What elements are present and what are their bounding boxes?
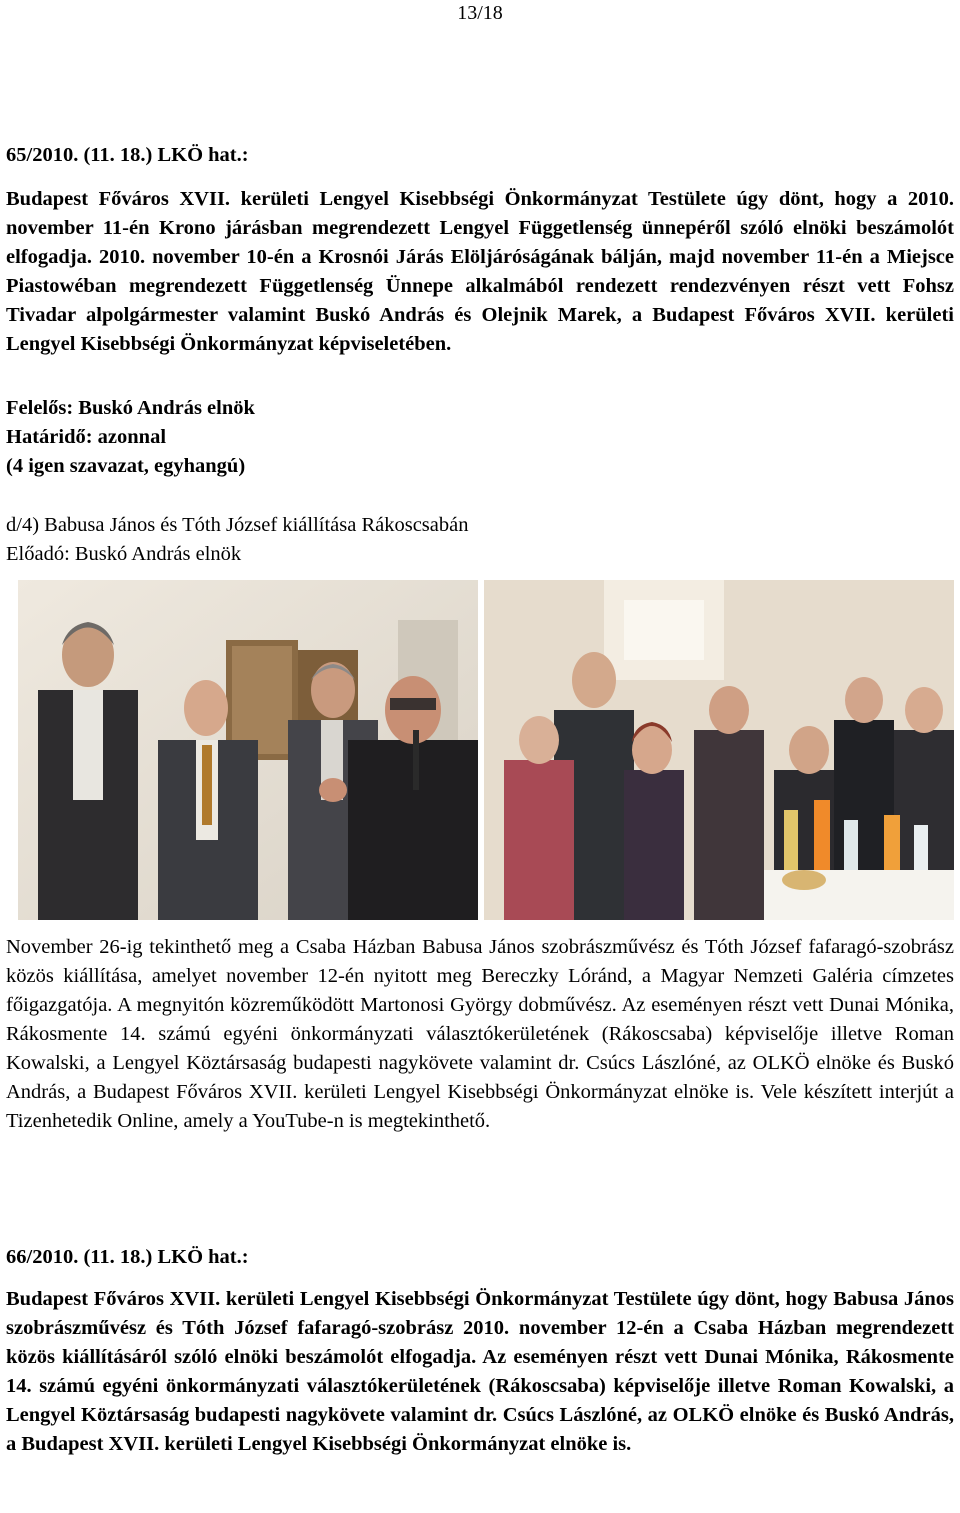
resolution-66-heading: 66/2010. (11. 18.) LKÖ hat.: <box>6 1246 249 1268</box>
agenda-item-presenter: Előadó: Buskó András elnök <box>6 543 242 565</box>
resolution-65-responsible: Felelős: Buskó András elnök <box>6 397 255 419</box>
exhibition-report-text: November 26-ig tekinthető meg a Csaba Házban Babusa János szobrászművész és Tóth József fafaragó-szobrász közös kiállítása, amelyet november 12-én nyitott meg Bereczky Lóránd, a Magyar Nemzeti Galéria címzetes főigazgatója. A megnyitón közreműködött Martonosi György dobművész. Az eseményen részt vett Dunai Mónika, Rákosmente 14. számú egyéni önkormányzati választókerületének (Rákoscsaba) képviselője illetve Roman Kowalski, a Lengyel Köztársaság budapesti nagykövete valamint dr. Csúcs Lászlóné, az OLKÖ elnöke és Buskó András, a Budapest Főváros XVII. kerületi Lengyel Kisebbségi Önkormányzat elnöke is. Vele készített interjút a Tizenhetedik Online, amely a YouTube-n is megtekinthető. <box>6 936 954 1132</box>
resolution-65-body: Budapest Főváros XVII. kerületi Lengyel Kisebbségi Önkormányzat Testülete úgy dönt, hogy a 2010. november 11-én Krono járásban megrendezett Lengyel Függetlenség ünnepéről szóló elnöki beszámolót elfogadja. 2010. november 10-én a Krosnói Járás Elöljáróságának bálján, majd november 11-én a Miejsce Piastowéban megrendezett Függetlenség Ünnepe alkalmából rendezett rendezvényen részt vett Fohsz Tivadar alpolgármester valamint Buskó András és Olejnik Marek, a Budapest Főváros XVII. kerületi Lengyel Kisebbségi Önkormányzat képviseletében. <box>6 188 954 355</box>
resolution-65-heading: 65/2010. (11. 18.) LKÖ hat.: <box>6 144 249 166</box>
page-number: 13/18 <box>457 2 503 24</box>
resolution-65-deadline: Határidő: azonnal <box>6 426 167 448</box>
resolution-66-body: Budapest Főváros XVII. kerületi Lengyel Kisebbségi Önkormányzat Testülete úgy dönt, hogy Babusa János szobrászművész és Tóth József fafaragó-szobrász 2010. november 12-én a Csaba Házban megrendezett közös kiállításáról szóló elnöki beszámolót elfogadja. Az eseményen részt vett Dunai Mónika, Rákosmente 14. számú egyéni önkormányzati választókerületének (Rákoscsaba) képviselője illetve Roman Kowalski, a Lengyel Köztársaság budapesti nagykövete valamint dr. Csúcs Lászlóné, az OLKÖ elnöke és Buskó András, a Budapest XVII. kerületi Lengyel Kisebbségi Önkormányzat elnöke is. <box>6 1288 954 1455</box>
resolution-65-vote: (4 igen szavazat, egyhangú) <box>6 455 246 477</box>
agenda-item-title: d/4) Babusa János és Tóth József kiállítása Rákoscsabán <box>6 514 469 536</box>
exhibition-reception-guests-photo <box>484 580 954 920</box>
exhibition-opening-speakers-photo <box>18 580 478 920</box>
